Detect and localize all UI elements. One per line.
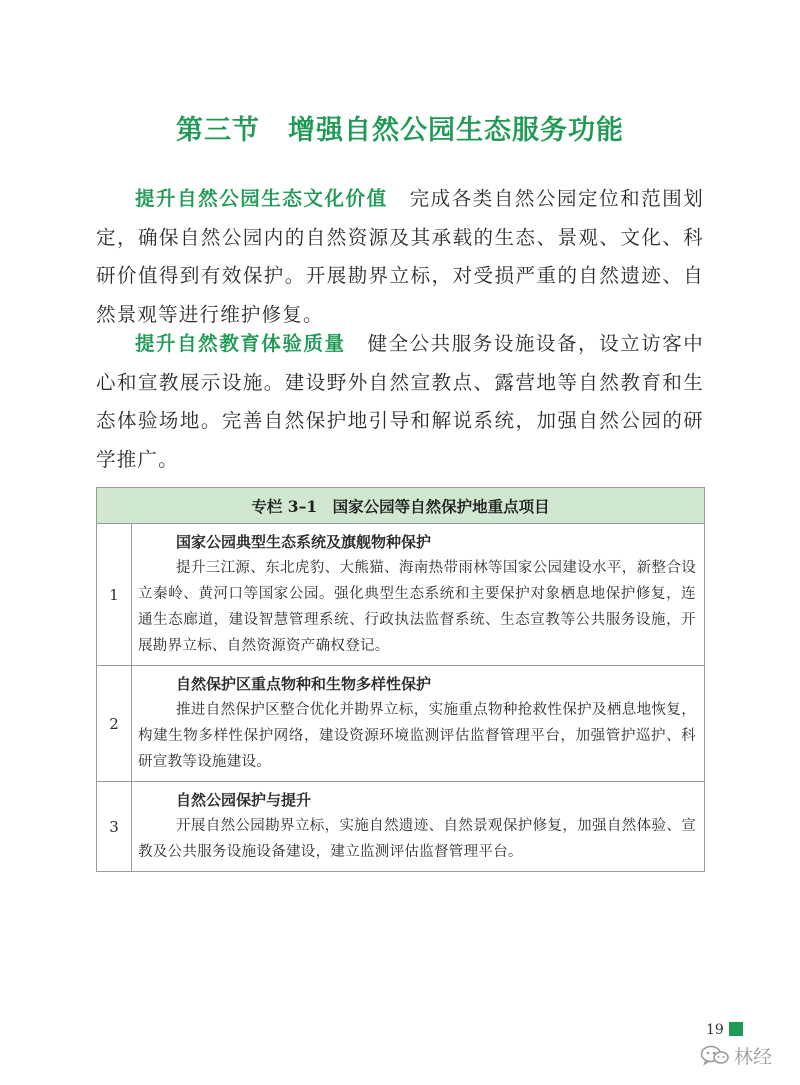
wechat-watermark <box>700 1043 772 1067</box>
wechat-icon <box>700 1044 730 1066</box>
table-row <box>97 782 705 872</box>
page-number: 19 <box>706 1022 724 1038</box>
watermark-text: 林经 <box>734 1045 773 1068</box>
item-title: 自然保护区重点物种和生物多样性保护 <box>176 675 432 693</box>
page-marker-square <box>729 1022 743 1036</box>
paragraph-body: 健全公共服务设施设备，设立访客中心和宣教展示设施。建设野外自然宣教点、露营地等自然教育和生态体验场地。完善自然保护地引导和解说系统，加强自然公园的研学推广。 <box>96 332 704 471</box>
item-number: 1 <box>97 524 132 666</box>
item-number: 3 <box>97 782 132 872</box>
paragraph-cultural-value <box>96 180 704 334</box>
section-title: 第三节 增强自然公园生态服务功能 <box>176 115 624 146</box>
item-content <box>132 782 705 872</box>
item-content <box>132 524 705 666</box>
key-projects-box <box>96 487 705 872</box>
paragraph-lead: 提升自然公园生态文化价值 <box>135 187 388 210</box>
item-content <box>132 666 705 782</box>
paragraph-body: 完成各类自然公园定位和范围划定，确保自然公园内的自然资源及其承载的生态、景观、文化、科研价值得到有效保护。开展勘界立标，对受损严重的自然遗迹、自然景观等进行维护修复。 <box>96 187 704 326</box>
table-row <box>97 524 705 666</box>
paragraph-lead: 提升自然教育体验质量 <box>135 332 346 355</box>
item-title: 自然公园保护与提升 <box>176 791 312 809</box>
item-number: 2 <box>97 666 132 782</box>
box-caption: 专栏 3–1 国家公园等自然保护地重点项目 <box>97 488 705 524</box>
paragraph-nature-education <box>96 325 704 479</box>
item-body: 提升三江源、东北虎豹、大熊猫、海南热带雨林等国家公园建设水平，新整合设立秦岭、黄河口等国家公园。强化典型生态系统和主要保护对象栖息地保护修复，连通生态廊道，建设智慧管理系统、行政执法监督系统、生态宣教等公共服务设施，开展勘界立标、自然资源资产确权登记。 <box>138 560 696 654</box>
item-title: 国家公园典型生态系统及旗舰物种保护 <box>176 533 432 551</box>
item-body: 开展自然公园勘界立标，实施自然遗迹、自然景观保护修复，加强自然体验、宣教及公共服务设施设备建设，建立监测评估监督管理平台。 <box>138 818 696 860</box>
table-row <box>97 666 705 782</box>
item-body: 推进自然保护区整合优化并勘界立标，实施重点物种抢救性保护及栖息地恢复，构建生物多样性保护网络，建设资源环境监测评估监督管理平台，加强管护巡护、科研宣教等设施建设。 <box>138 702 696 770</box>
